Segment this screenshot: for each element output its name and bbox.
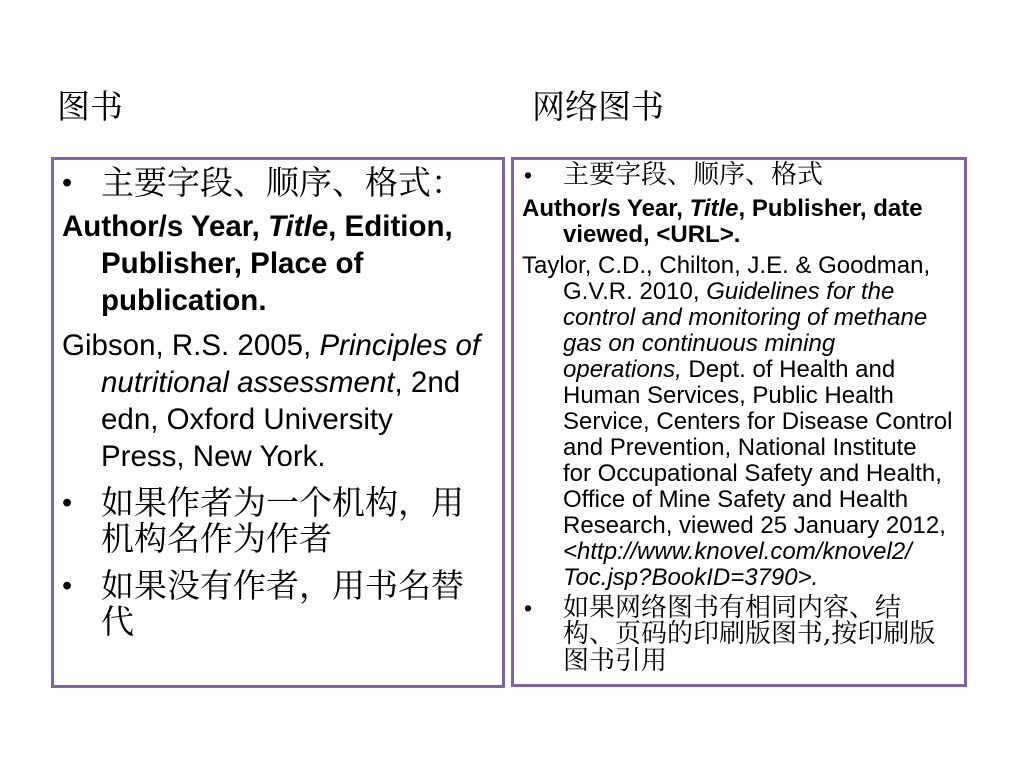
citation-example-line: Research, viewed 25 January 2012, bbox=[563, 511, 946, 539]
fields-order-format-bullet bbox=[522, 162, 952, 189]
citation-example-line: Service, Centers for Disease Control bbox=[563, 407, 953, 435]
no-author-bullet bbox=[62, 565, 480, 641]
bullet-text-line: 如果网络图书有相同内容、结 bbox=[563, 592, 902, 623]
title-segment: Principles of bbox=[319, 328, 481, 362]
edition-segment: , Edition, bbox=[328, 209, 453, 243]
title-segment: nutritional assessment bbox=[101, 365, 395, 399]
author-year-segment: Author/s Year, bbox=[522, 194, 690, 222]
title-segment: Title bbox=[689, 194, 739, 222]
bullet-marker: • bbox=[62, 486, 73, 519]
citation-example-line: Human Services, Public Health bbox=[563, 381, 894, 409]
bullet-text-line: 主要字段、顺序、格式： bbox=[101, 163, 464, 202]
online-book-citation-panel bbox=[511, 157, 967, 687]
online-book-citation-content bbox=[522, 162, 952, 674]
bullet-marker: • bbox=[62, 167, 73, 199]
citation-format bbox=[62, 208, 480, 319]
citation-example bbox=[62, 327, 480, 475]
citation-example-line bbox=[101, 364, 480, 401]
citation-example-line bbox=[62, 327, 480, 364]
citation-example-line bbox=[563, 279, 952, 305]
citation-url-line: <http://www.knovel.com/knovel2/ bbox=[563, 537, 912, 565]
citation-format bbox=[522, 196, 952, 248]
publisher-segment: Dept. of Health and bbox=[681, 355, 896, 383]
citation-example-line: gas on continuous mining bbox=[563, 329, 836, 357]
organization-author-bullet bbox=[62, 482, 480, 558]
author-year-segment: Gibson, R.S. 2005, bbox=[62, 328, 320, 362]
year-segment: G.V.R. 2010, bbox=[563, 277, 707, 305]
citation-example bbox=[522, 253, 952, 591]
bullet-marker: • bbox=[524, 162, 533, 188]
citation-format-line: Publisher, Place of bbox=[101, 246, 364, 280]
book-citation-content bbox=[62, 165, 480, 641]
citation-example-line: edn, Oxford University bbox=[101, 402, 393, 436]
citation-url-line: Toc.jsp?BookID=3790>. bbox=[563, 563, 819, 591]
bullet-marker: • bbox=[524, 594, 533, 621]
citation-example-line bbox=[563, 357, 952, 383]
bullet-marker: • bbox=[62, 569, 73, 602]
bullet-text-line: 机构名作为作者 bbox=[101, 519, 332, 558]
title-segment: Guidelines for the bbox=[706, 277, 895, 305]
online-book-heading: 网络图书 bbox=[532, 87, 664, 126]
bullet-text-line: 图书引用 bbox=[563, 645, 668, 676]
citation-format-line: viewed, <URL>. bbox=[563, 220, 741, 248]
citation-example-line: for Occupational Safety and Health, bbox=[563, 459, 942, 487]
bullet-text-line: 如果没有作者，用书名替 bbox=[101, 565, 464, 605]
book-heading: 图书 bbox=[57, 87, 123, 126]
bullet-text-line: 代 bbox=[101, 602, 134, 641]
edition-segment: , 2nd bbox=[394, 365, 461, 399]
citation-example-line: Press, New York. bbox=[101, 439, 326, 473]
citation-format-line: publication. bbox=[101, 283, 267, 317]
title-segment: operations, bbox=[563, 355, 682, 383]
publisher-date-segment: , Publisher, date bbox=[738, 194, 923, 222]
citation-format-line bbox=[522, 196, 952, 222]
fields-order-format-bullet bbox=[62, 165, 480, 202]
bullet-text-line: 如果作者为一个机构，用 bbox=[101, 482, 464, 522]
book-citation-panel bbox=[51, 157, 505, 688]
citation-example-line: Taylor, C.D., Chilton, J.E. & Goodman, bbox=[522, 251, 931, 279]
bullet-text-line: 主要字段、顺序、格式 bbox=[563, 160, 824, 190]
author-year-segment: Author/s Year, bbox=[62, 209, 269, 243]
citation-example-line: control and monitoring of methane bbox=[563, 303, 928, 331]
print-version-bullet bbox=[522, 592, 952, 676]
bullet-text-line: 构、页码的印刷版图书,按印刷版 bbox=[563, 619, 936, 649]
citation-format-line bbox=[62, 208, 480, 245]
citation-example-line: and Prevention, National Institute bbox=[563, 433, 917, 461]
title-segment: Title bbox=[268, 209, 329, 243]
citation-example-line: Office of Mine Safety and Health bbox=[563, 485, 909, 513]
